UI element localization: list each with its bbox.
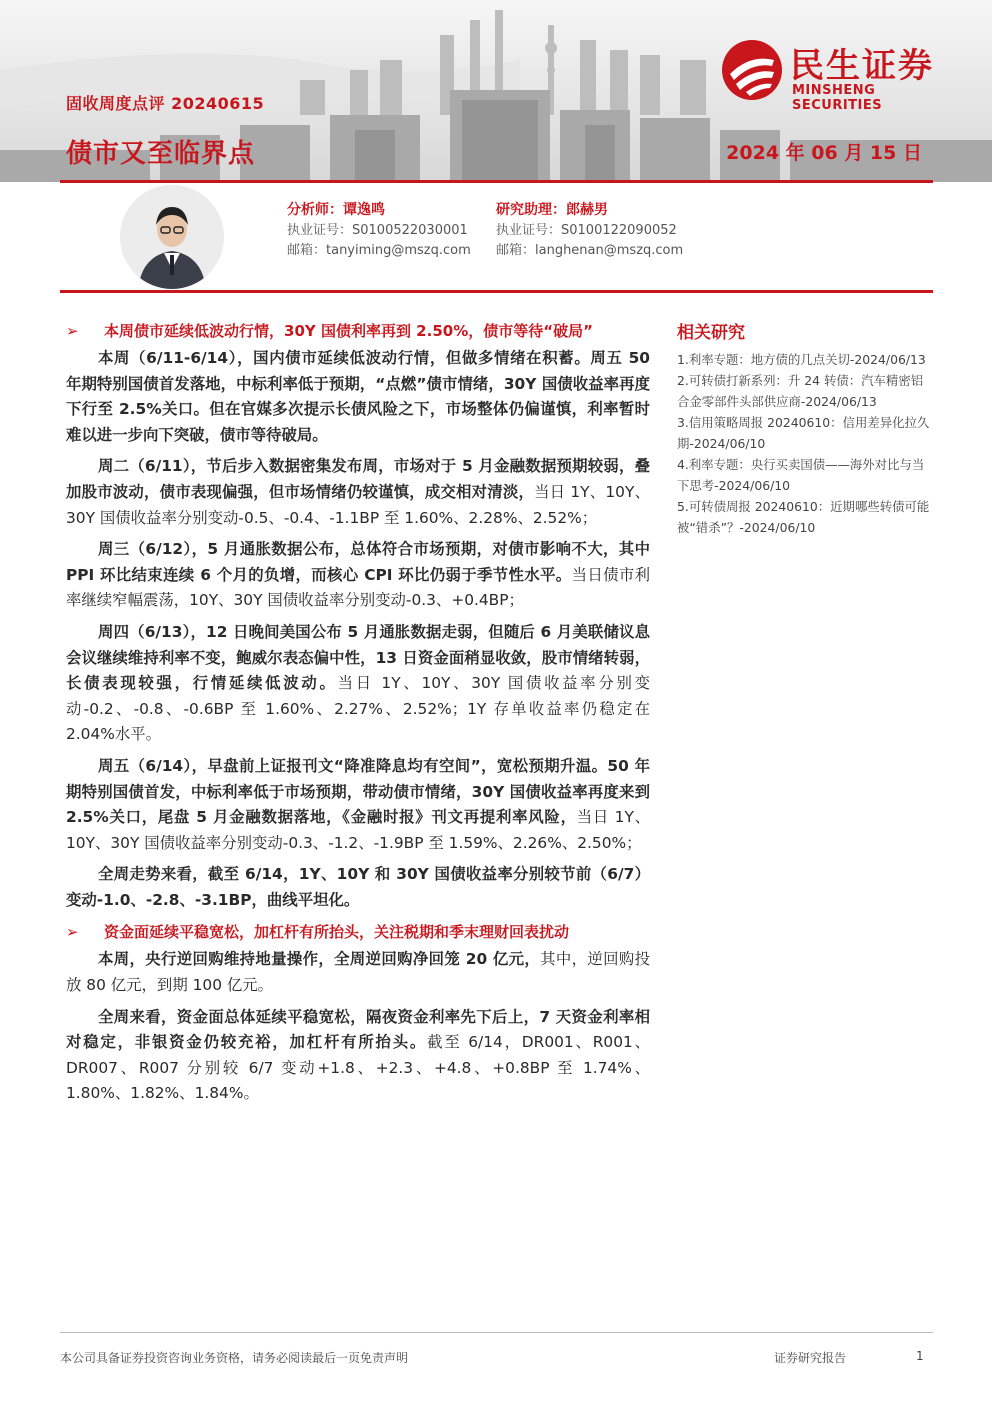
analyst-photo-icon bbox=[120, 185, 224, 289]
analyst-avatar bbox=[120, 185, 224, 289]
main-content bbox=[66, 318, 650, 1113]
related-research-item[interactable]: 3.信用策略周报 20240610：信用差异化拉久期-2024/06/10 bbox=[677, 415, 930, 451]
paragraph-bold: 周二（6/11），节后步入数据密集发布周，市场对于 5 月金融数据预期较弱，叠加股市波动，债市表现偏强，但市场情绪仍较谨慎，成交相对清淡， bbox=[66, 457, 650, 501]
related-research-item[interactable]: 5.可转债周报 20240610：近期哪些转债可能被“错杀”？-2024/06/10 bbox=[677, 499, 930, 535]
paragraph-text: 截至 6/14，DR001、R001、DR007、R007 分别较 6/7 变动+1.8、+2.3、+4.8、+0.8BP 至 1.74%、1.80%、1.82%、1.84%。 bbox=[66, 1033, 650, 1103]
report-date: 2024 年 06 月 15 日 bbox=[726, 142, 922, 164]
footer-report-label: 证券研究报告 bbox=[774, 1351, 847, 1365]
analyst-email[interactable]: 邮箱：tanyiming@mszq.com bbox=[287, 243, 471, 258]
report-type: 固收周度点评 20240615 bbox=[66, 94, 265, 113]
paragraph-bold: 周三（6/12），5 月通胀数据公布，总体符合市场预期，对债市影响不大，其中 PPI 环比结束连续 6 个月的负增，而核心 CPI 环比仍弱于季节性水平。 bbox=[66, 540, 650, 584]
paragraph-text: 当日 1Y、10Y、30Y 国债收益率分别变动-0.3、-1.2、-1.9BP 至 1.59%、2.26%、2.50%； bbox=[66, 808, 650, 852]
paragraph bbox=[66, 620, 650, 748]
assistant-name: 研究助理：郎赫男 bbox=[496, 202, 608, 218]
paragraph-text: 其中，逆回购投放 80 亿元，到期 100 亿元。 bbox=[66, 950, 650, 995]
related-research-item[interactable]: 4.利率专题：央行买卖国债——海外对比与当下思考-2024/06/10 bbox=[677, 457, 925, 493]
logo-english-text: MINSHENG SECURITIES bbox=[792, 83, 883, 113]
analyst-divider bbox=[60, 290, 933, 293]
logo-mark-icon bbox=[720, 38, 784, 102]
footer-disclaimer: 本公司具备证券投资咨询业务资格，请务必阅读最后一页免责声明 bbox=[60, 1351, 409, 1365]
company-logo bbox=[720, 36, 960, 113]
section-heading bbox=[66, 318, 650, 344]
page-number: 1 bbox=[916, 1349, 924, 1363]
analyst-name: 分析师：谭逸鸣 bbox=[287, 202, 385, 218]
paragraph bbox=[66, 947, 650, 998]
page-title: 债市又至临界点 bbox=[66, 139, 256, 169]
paragraph bbox=[66, 454, 650, 531]
paragraph-bold: 周五（6/14），早盘前上证报刊文“降准降息均有空间”，宽松预期升温。50 年期特别国债首发，中标利率低于市场预期，带动债市情绪，30Y 国债收益率再度来到 2.5%关口，尾盘 5 月金融数据落地，《金融时报》刊文再提利率风险， bbox=[66, 756, 650, 827]
paragraph-bold: 周四（6/13），12 日晚间美国公布 5 月通胀数据走弱，但随后 6 月美联储议息会议继续维持利率不变，鲍威尔表态偏中性，13 日资金面稍显收敛，股市情绪转弱，长债表现较强，行情延续低波动。 bbox=[66, 622, 650, 693]
header-divider bbox=[60, 180, 933, 183]
section-heading-text: 本周债市延续低波动行情，30Y 国债利率再到 2.50%，债市等待“破局” bbox=[104, 322, 593, 340]
related-research-item[interactable]: 1.利率专题：地方债的几点关切-2024/06/13 bbox=[677, 352, 926, 367]
paragraph bbox=[66, 754, 650, 856]
paragraph-bold: 全周走势来看，截至 6/14，1Y、10Y 和 30Y 国债收益率分别较节前（6/7）变动-1.0、-2.8、-3.1BP，曲线平坦化。 bbox=[66, 865, 650, 909]
sidebar-title: 相关研究 bbox=[677, 323, 745, 343]
header-banner bbox=[0, 0, 992, 182]
paragraph-text: 当日债市利率继续窄幅震荡，10Y、30Y 国债收益率分别变动-0.3、+0.4BP； bbox=[66, 565, 650, 610]
paragraph-text: 当日 1Y、10Y、30Y 国债收益率分别变动-0.5、-0.4、-1.1BP 至 1.60%、2.28%、2.52%； bbox=[66, 482, 650, 527]
assistant-email[interactable]: 邮箱：langhenan@mszq.com bbox=[496, 243, 684, 258]
paragraph bbox=[66, 862, 650, 913]
analyst-info-assistant bbox=[496, 200, 683, 261]
paragraph-bold: 本周，央行逆回购维持地量操作，全周逆回购净回笼 20 亿元， bbox=[98, 950, 541, 969]
paragraph-text: 当日 1Y、10Y、30Y 国债收益率分别变动-0.2、-0.8、-0.6BP 至 1.60%、2.27%、2.52%；1Y 存单收益率仍稳定在 2.04%水平。 bbox=[66, 674, 650, 744]
footer-divider bbox=[60, 1332, 933, 1333]
paragraph-bold: 本周（6/11-6/14），国内债市延续低波动行情，但做多情绪在积蓄。周五 50 年期特别国债首发落地，中标利率低于预期，“点燃”债市情绪，30Y 国债收益率再度下行至 2.5%关口。但在官媒多次提示长债风险之下，市场整体仍偏谨慎，利率暂时难以进一步向下突破，债市等待破局。 bbox=[66, 349, 650, 444]
paragraph bbox=[66, 537, 650, 614]
assistant-license: 执业证号：S0100122090052 bbox=[496, 223, 677, 238]
paragraph-bold: 全周来看，资金面总体延续平稳宽松，隔夜资金利率先下后上，7 天资金利率相对稳定，非银资金仍较充裕，加杠杆有所抬头。 bbox=[66, 1007, 650, 1052]
logo-chinese-text: 民生证券 bbox=[790, 46, 934, 86]
paragraph bbox=[66, 1005, 650, 1107]
section-heading bbox=[66, 919, 650, 945]
bullet-arrow-icon: ➢ bbox=[66, 923, 79, 942]
paragraph bbox=[66, 346, 650, 448]
analyst-license: 执业证号：S0100522030001 bbox=[287, 223, 468, 238]
related-research-item[interactable]: 2.可转债打新系列：升 24 转债：汽车精密铝合金零部件头部供应商-2024/06/13 bbox=[677, 373, 924, 409]
bullet-arrow-icon: ➢ bbox=[66, 322, 79, 340]
related-research-sidebar bbox=[677, 318, 933, 538]
section-heading-text: 资金面延续平稳宽松，加杠杆有所抬头，关注税期和季末理财回表扰动 bbox=[104, 923, 570, 942]
analyst-info-primary bbox=[287, 200, 471, 261]
